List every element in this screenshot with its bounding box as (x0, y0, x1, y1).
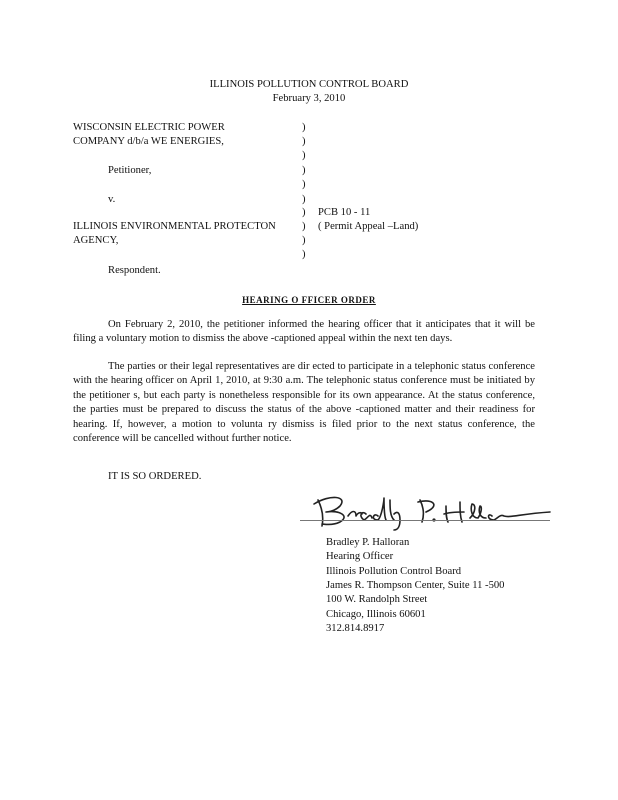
board-name: ILLINOIS POLLUTION CONTROL BOARD (209, 79, 409, 90)
caption-paren: ) (302, 150, 306, 161)
signer-name: Bradley P. Halloran (326, 537, 410, 548)
signer-address-line2: 100 W. Randolph Street (326, 594, 428, 605)
respondent-role: Respondent. (108, 265, 161, 276)
case-type: ( Permit Appeal –Land) (318, 221, 419, 232)
caption-paren: ) (302, 165, 306, 176)
respondent-name-line2: AGENCY, (73, 235, 119, 246)
caption-paren: ) (302, 221, 306, 232)
caption-paren: ) (302, 179, 306, 190)
signer-organization: Illinois Pollution Control Board (326, 566, 462, 577)
order-title: HEARING O FFICER ORDER (242, 295, 376, 305)
paragraph-2: The parties or their legal representatives are dir ected to participate in a telephonic status conference with the hearing officer on April 1, 2010, at 9:30 a.m. The telephonic status conference must be initiated by the petitioner s, but each party is nonetheless responsible for its own appearance. At the status conference, the parties must be prepared to discuss the status of the above -captioned matter and their readiness for hearing. If, however, a motion to volunta ry dismiss is filed prior to the next status conference, the conference will be cancelled without further notice. (73, 361, 535, 445)
versus: v. (108, 194, 116, 205)
case-number: PCB 10 - 11 (318, 207, 371, 218)
signer-title: Hearing Officer (326, 551, 394, 562)
signer-city: Chicago, Illinois 60601 (326, 609, 426, 620)
caption-paren: ) (302, 235, 306, 246)
caption-paren: ) (302, 136, 306, 147)
order-date: February 3, 2010 (272, 93, 346, 104)
petitioner-role: Petitioner, (108, 165, 152, 176)
caption-paren: ) (302, 194, 306, 205)
signer-address-line1: James R. Thompson Center, Suite 11 -500 (326, 580, 505, 591)
petitioner-name-line1: WISCONSIN ELECTRIC POWER (73, 122, 225, 133)
handwritten-signature (300, 492, 555, 532)
caption-paren: ) (302, 249, 306, 260)
caption-paren: ) (302, 207, 306, 218)
petitioner-name-line2: COMPANY d/b/a WE ENERGIES, (73, 136, 224, 147)
caption-paren: ) (302, 122, 306, 133)
signer-phone: 312.814.8917 (326, 623, 385, 634)
signature-line (300, 520, 550, 521)
respondent-name-line1: ILLINOIS ENVIRONMENTAL PROTECTON (73, 221, 276, 232)
closing-statement: IT IS SO ORDERED. (108, 471, 202, 482)
paragraph-1: On February 2, 2010, the petitioner informed the hearing officer that it anticipates that it will be filing a voluntary motion to dismiss the above -captioned appeal within the next ten days. (73, 319, 535, 345)
